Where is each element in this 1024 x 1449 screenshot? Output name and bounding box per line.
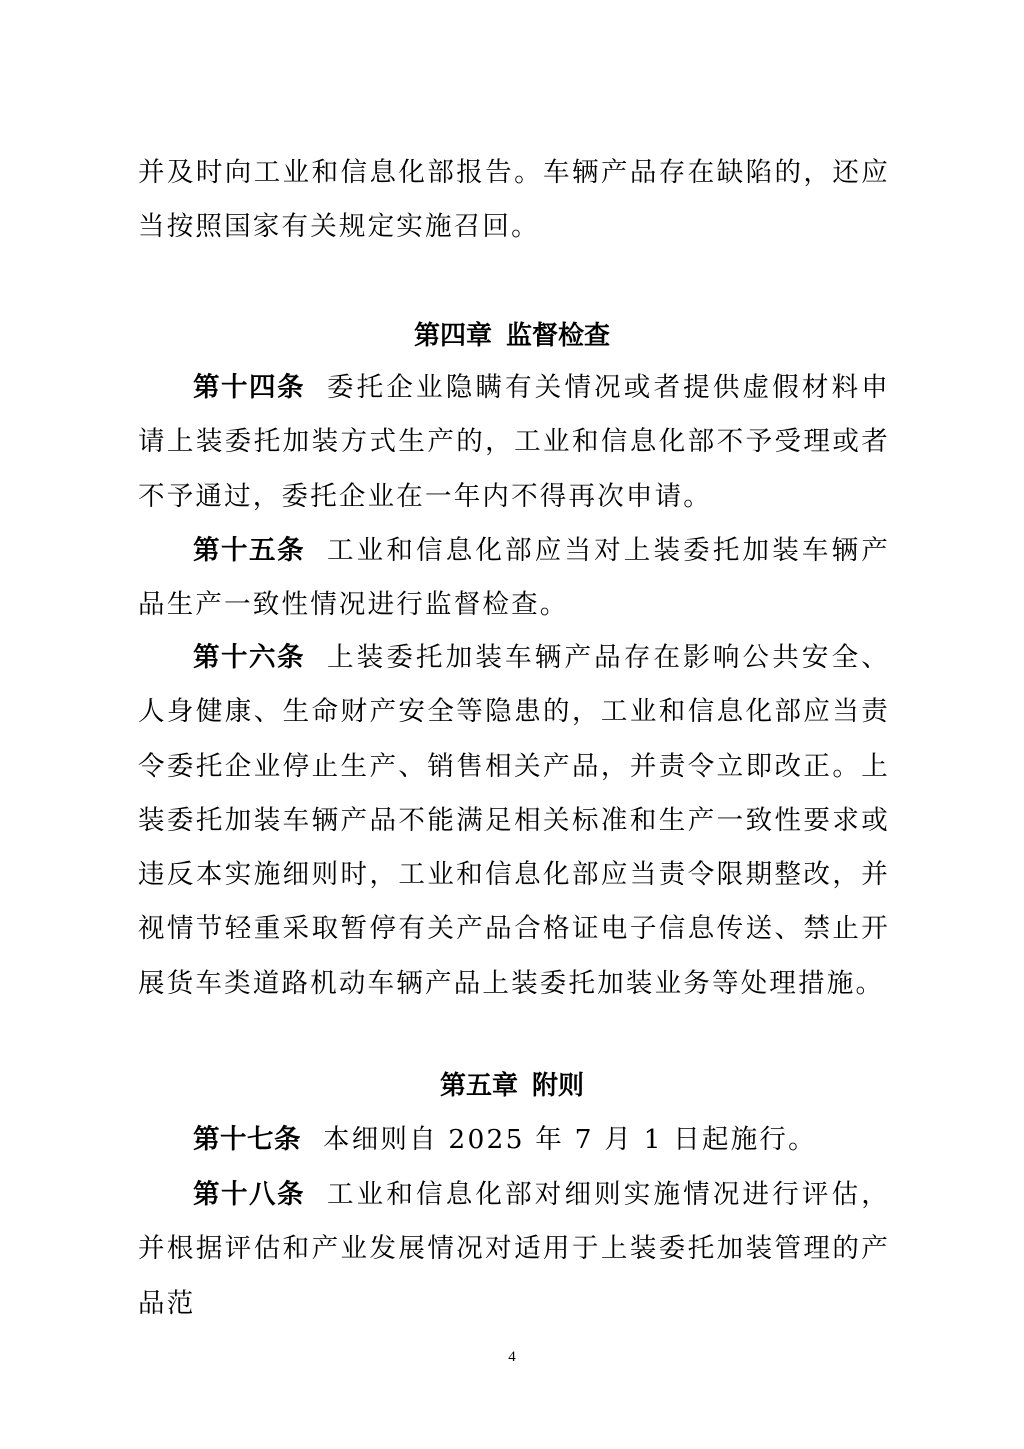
article-paragraph: [138, 1113, 890, 1167]
chapter-number: 第四章: [413, 321, 492, 351]
article-label: 第十四条: [193, 372, 305, 403]
article-text: 工业和信息化部对细则实施情况进行评估，并根据评估和产业发展情况对适用于上装委托加装管理的产品范: [138, 1179, 890, 1319]
article-text: 工业和信息化部应当对上装委托加装车辆产品生产一致性情况进行监督检查。: [138, 535, 890, 621]
continuation-paragraph: [138, 146, 890, 255]
continuation-text: 并及时向工业和信息化部报告。车辆产品存在缺陷的，还应当按照国家有关规定实施召回。: [138, 157, 890, 243]
article-text: 上装委托加装车辆产品存在影响公共安全、人身健康、生命财产安全等隐患的，工业和信息化部应当责令委托企业停止生产、销售相关产品，并责令立即改正。上装委托加装车辆产品不能满足相关标准和生产一致性要求或违反本实施细则时，工业和信息化部应当责令限期整改，并视情节轻重采取暂停有关产品合格证电子信息传送、禁止开展货车类道路机动车辆产品上装委托加装业务等处理措施。: [138, 642, 890, 999]
article-paragraph: [138, 631, 890, 1011]
chapter-heading: [0, 1066, 1024, 1106]
article-paragraph: [138, 1168, 890, 1331]
article-text: 本细则自 2025 年 7 月 1 日起施行。: [323, 1124, 817, 1155]
page-number: 4: [508, 1349, 516, 1365]
article-text: 委托企业隐瞒有关情况或者提供虚假材料申请上装委托加装方式生产的，工业和信息化部不予受理或者不予通过，委托企业在一年内不得再次申请。: [138, 372, 890, 512]
chapter-title: 监督检查: [506, 321, 611, 351]
article-label: 第十五条: [193, 535, 305, 566]
article-label: 第十七条: [193, 1124, 301, 1155]
chapter-heading: [0, 316, 1024, 356]
chapter-title: 附则: [532, 1071, 585, 1101]
article-label: 第十八条: [193, 1179, 305, 1210]
article-paragraph: [138, 361, 890, 524]
article-paragraph: [138, 524, 890, 633]
article-label: 第十六条: [193, 642, 305, 673]
chapter-number: 第五章: [439, 1071, 518, 1101]
